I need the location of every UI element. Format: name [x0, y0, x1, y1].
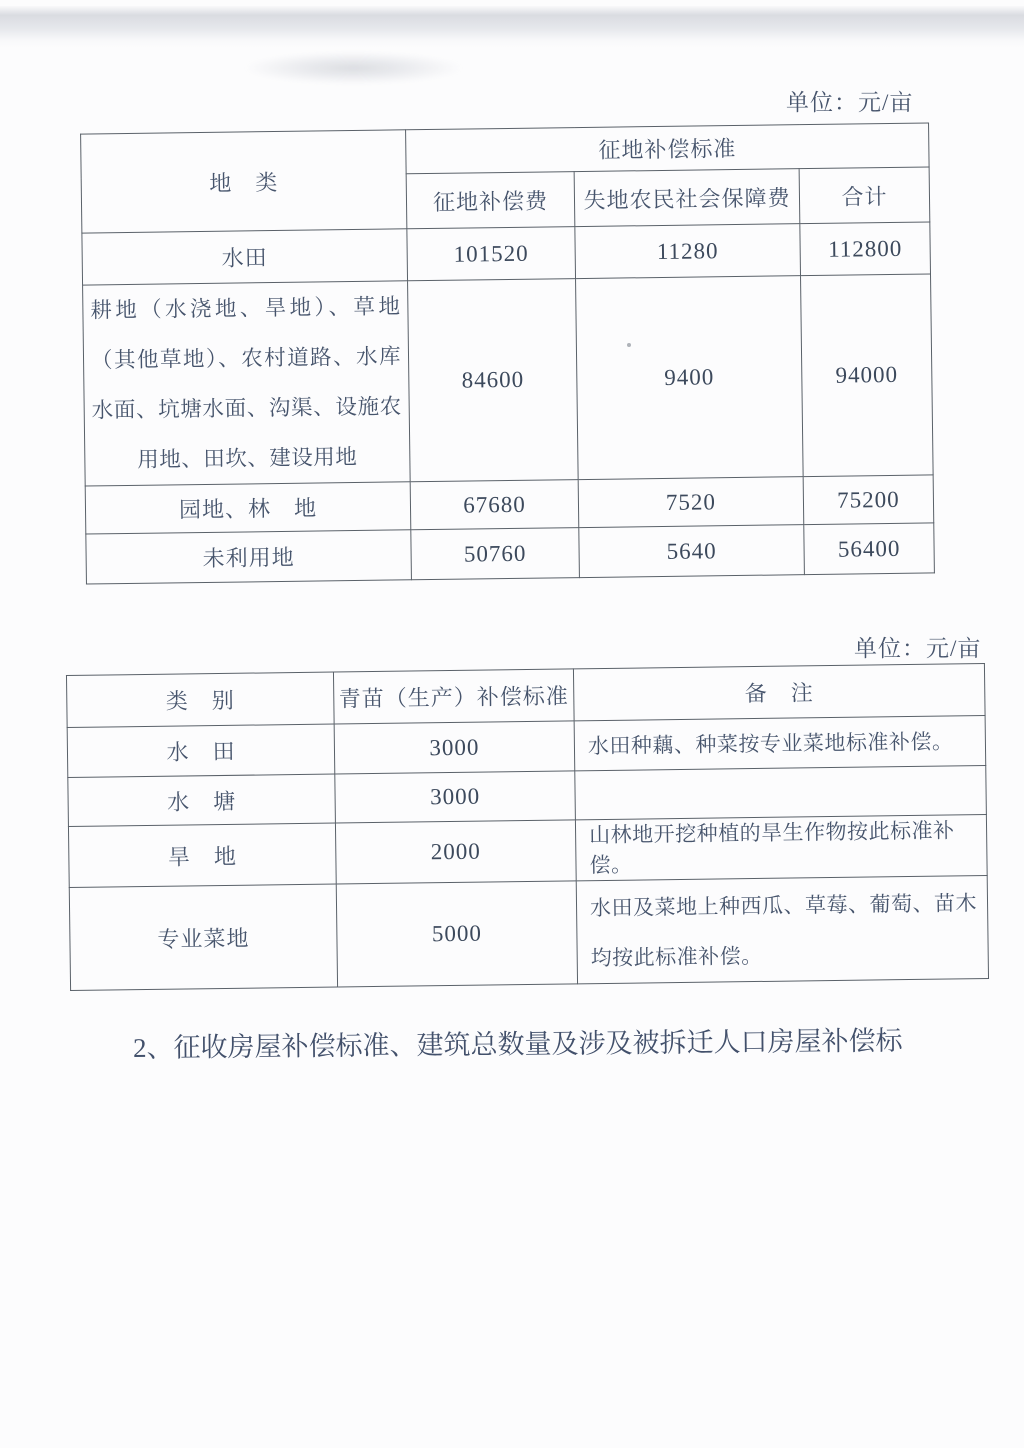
scan-artifact-smudge	[246, 52, 461, 84]
table1-cell-land-type: 耕地（水浇地、旱地）、草地（其他草地）、农村道路、水库水面、坑塘水面、沟渠、设施农用地、田坎、建设用地	[83, 281, 411, 486]
table2-header-category: 类 别	[66, 672, 334, 727]
table1-cell-total: 94000	[801, 274, 934, 477]
table1-row-unused-land	[86, 523, 935, 584]
table2-cell-standard: 5000	[336, 881, 577, 987]
unit-label-middle: 单位：元/亩	[854, 636, 982, 661]
table1-cell-social-security-fee: 9400	[576, 276, 804, 480]
table1-cell-social-security-fee: 11280	[575, 224, 801, 279]
table2-cell-remark	[575, 765, 987, 819]
table2-cell-category: 水 田	[67, 724, 335, 777]
seedling-compensation-standard-table	[66, 663, 989, 991]
table1-header-group-title: 征地补偿标准	[406, 123, 930, 174]
table2-cell-category: 水 塘	[68, 774, 336, 826]
table2-cell-standard: 3000	[334, 721, 575, 774]
table2-cell-category: 旱 地	[68, 823, 336, 887]
table1-cell-total: 56400	[804, 523, 935, 575]
table1-cell-social-security-fee: 5640	[579, 525, 805, 578]
table1-header-social-security-fee: 失地农民社会保障费	[574, 169, 800, 227]
table2-row-vegetable-plot	[69, 875, 988, 990]
table1-cell-land-type: 水田	[82, 229, 408, 285]
table1-header-compensation-fee: 征地补偿费	[406, 172, 575, 229]
section-heading: 2、征收房屋补偿标准、建筑总数量及涉及被拆迁人口房屋补偿标	[132, 1025, 903, 1063]
table1-cell-total: 112800	[800, 222, 931, 276]
table1-cell-compensation-fee: 84600	[408, 279, 579, 482]
table1-header-total: 合计	[799, 167, 930, 224]
table1-cell-land-type: 未利用地	[86, 530, 412, 584]
table1-header-land-type: 地 类	[81, 130, 407, 233]
table2-cell-remark: 山林地开挖种植的旱生作物按此标准补偿。	[575, 814, 987, 880]
table2-cell-standard: 3000	[335, 771, 576, 823]
table1-cell-land-type: 园地、林 地	[85, 482, 411, 534]
scan-artifact-band	[0, 6, 1024, 48]
table1-cell-compensation-fee: 67680	[410, 480, 579, 530]
table2-cell-remark: 水田种藕、种菜按专业菜地标准补偿。	[574, 716, 986, 771]
table2-cell-remark: 水田及菜地上种西瓜、草莓、葡萄、苗木均按此标准补偿。	[576, 875, 988, 983]
unit-label-top: 单位：元/亩	[786, 90, 914, 115]
table2-header-standard: 青苗（生产）补偿标准	[333, 669, 574, 724]
table1-cell-compensation-fee: 101520	[407, 227, 576, 281]
table1-cell-total: 75200	[803, 475, 934, 525]
table2-cell-category: 专业菜地	[69, 884, 337, 990]
land-compensation-standard-table	[80, 122, 935, 584]
table1-cell-compensation-fee: 50760	[411, 528, 580, 580]
table1-cell-social-security-fee: 7520	[578, 477, 804, 528]
table2-header-remark: 备 注	[573, 664, 985, 721]
table2-cell-standard: 2000	[335, 820, 576, 884]
table1-row-cultivated-land	[83, 274, 934, 486]
